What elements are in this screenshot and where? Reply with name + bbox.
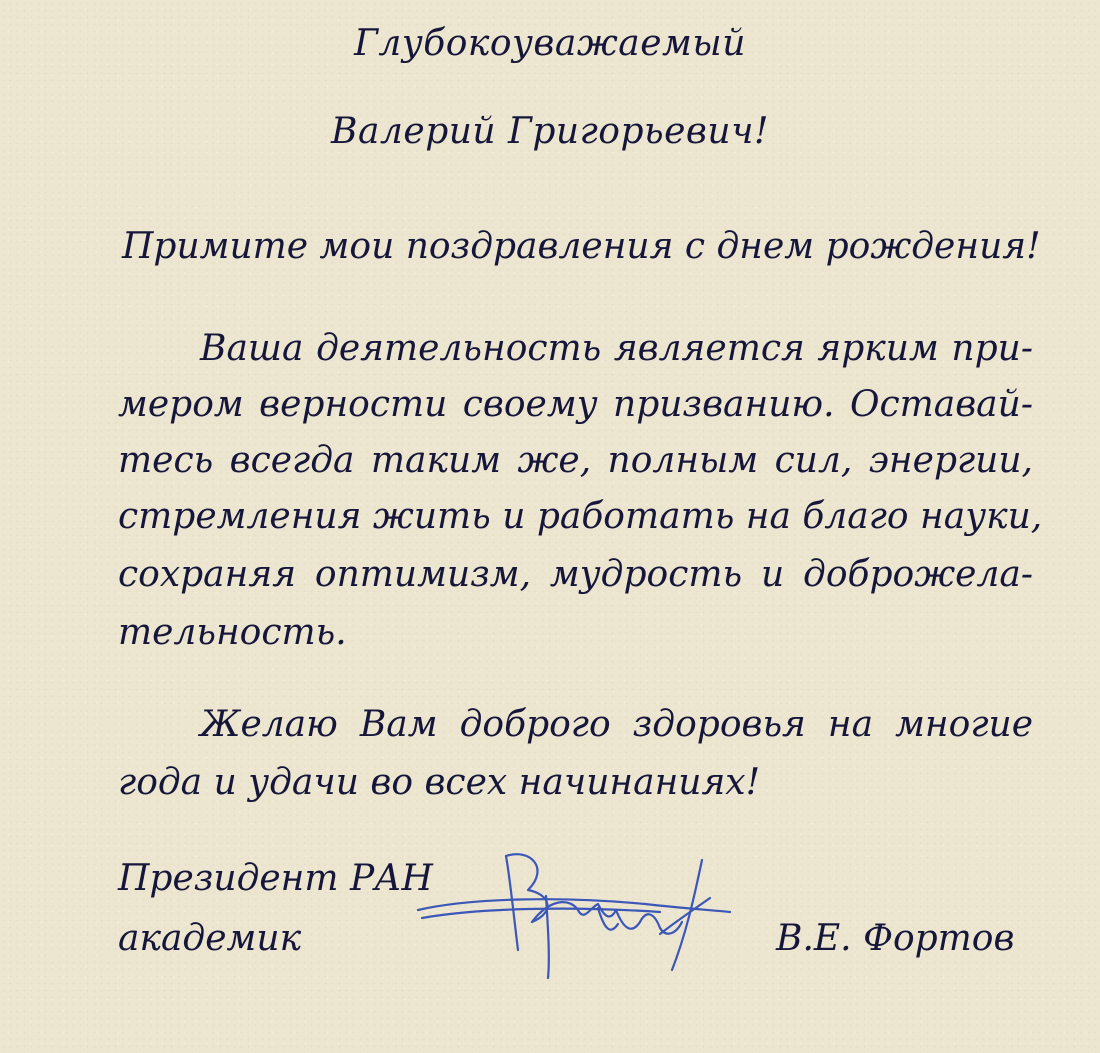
paragraph1-line-2: мером верности своему призванию. Оставай- [118,384,1033,425]
signatory-name: В.Е. Фортов [776,918,1015,959]
greeting-line: Примите мои поздравления с днем рождения! [122,226,1041,267]
paragraph2-line-1: Желаю Вам доброго здоровья на многие [200,704,1033,745]
paragraph1-line-4: стремления жить и работать на благо науки, [118,496,1043,537]
salutation-line-2: Валерий Григорьевич! [331,111,769,152]
salutation-line-1: Глубокоуважаемый [354,23,746,64]
paragraph2-line-2: года и удачи во всех начинаниях! [118,762,761,803]
paragraph1-line-1: Ваша деятельность является ярким при- [200,328,1033,369]
paragraph1-line-5: сохраняя оптимизм, мудрость и доброжела- [118,554,1033,595]
signatory-rank: академик [118,918,302,959]
signatory-title: Президент РАН [118,858,433,899]
handwritten-signature [410,838,740,988]
paragraph1-line-6: тельность. [118,612,347,653]
paragraph1-line-3: тесь всегда таким же, полным сил, энергии, [118,440,1033,481]
